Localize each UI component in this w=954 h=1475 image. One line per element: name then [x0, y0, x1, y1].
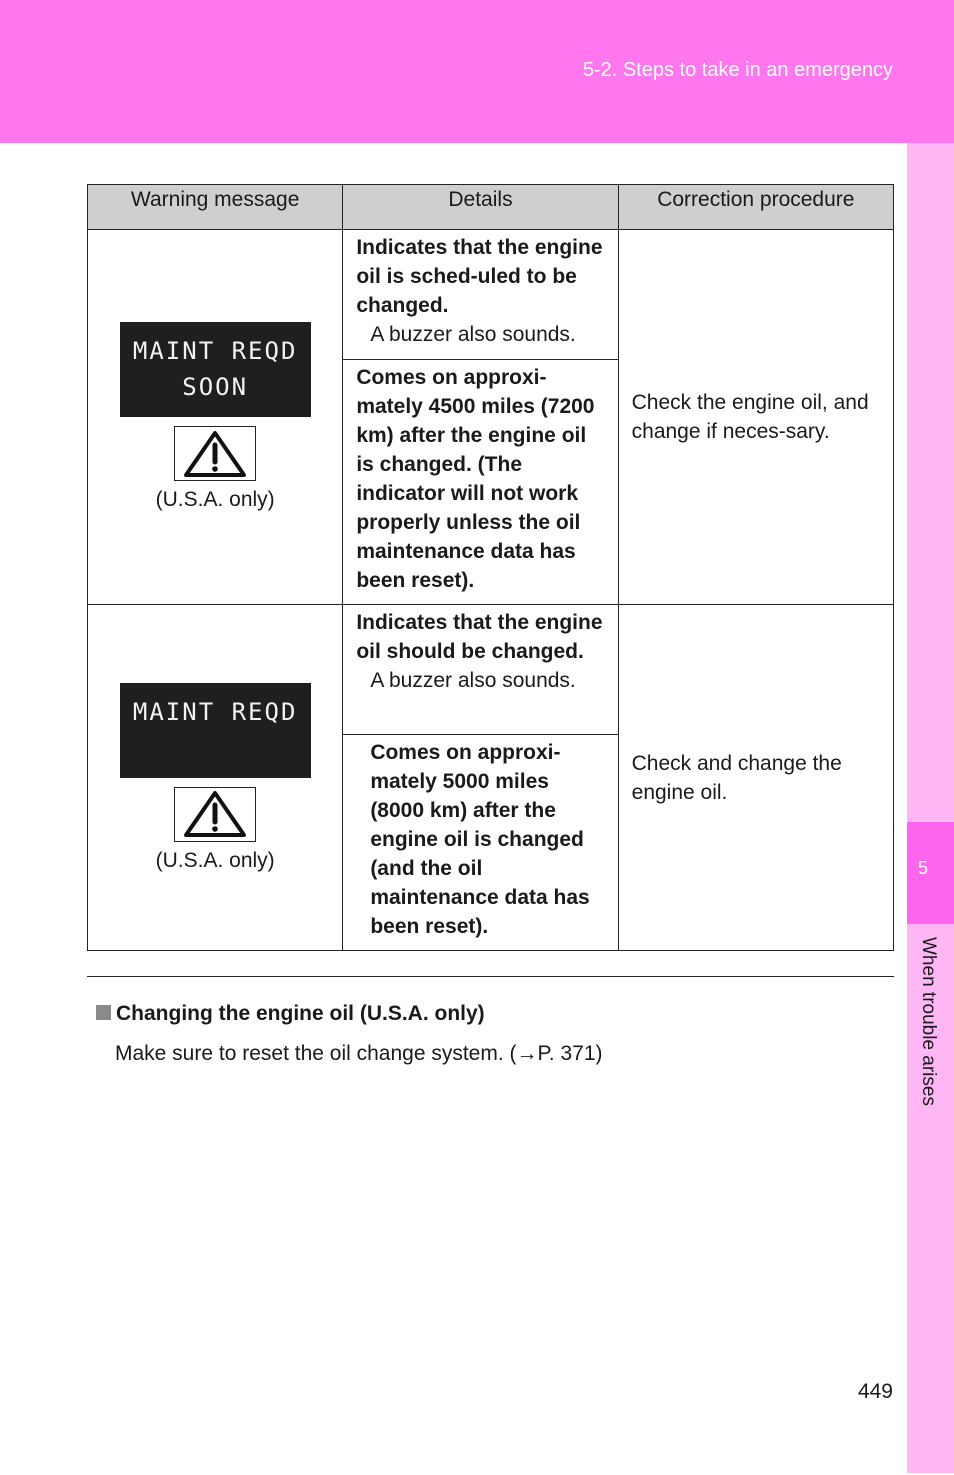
lcd-line: SOON	[182, 373, 249, 401]
details-plain-text: A buzzer also sounds.	[370, 669, 576, 692]
warning-message-cell	[88, 230, 343, 605]
details-cell	[343, 605, 618, 735]
note-heading	[96, 1002, 485, 1026]
details-bold-text: Indicates that the engine oil should be changed.	[356, 611, 603, 663]
table-row	[88, 230, 894, 360]
warning-indicator-box	[174, 787, 256, 842]
divider-line	[87, 976, 894, 977]
column-header-details: Details	[343, 185, 618, 230]
region-note: (U.S.A. only)	[155, 488, 275, 511]
page-number: 449	[857, 1380, 893, 1403]
details-bold-text: Indicates that the engine oil is sched-uled to be changed.	[356, 236, 603, 317]
details-cell	[343, 230, 618, 360]
note-heading-text: Changing the engine oil (U.S.A. only)	[116, 1002, 485, 1025]
lcd-line: MAINT REQD	[132, 337, 298, 365]
lcd-display	[120, 322, 311, 417]
details-cell	[343, 735, 618, 951]
section-title: 5-2. Steps to take in an emergency	[582, 59, 893, 81]
square-bullet-icon	[96, 1005, 111, 1020]
lcd-line: MAINT REQD	[132, 697, 298, 726]
warning-table	[87, 184, 894, 951]
correction-cell: Check and change the engine oil.	[618, 605, 893, 951]
column-header-correction: Correction procedure	[618, 185, 893, 230]
warning-triangle-icon	[182, 789, 248, 839]
side-tab	[907, 143, 954, 1473]
details-cell	[343, 360, 618, 605]
warning-triangle-icon	[182, 429, 248, 479]
column-header-warning: Warning message	[88, 185, 343, 230]
table-header-row	[88, 185, 894, 230]
warning-indicator-box	[174, 426, 256, 481]
lcd-display	[120, 683, 311, 778]
warning-message-cell	[88, 605, 343, 951]
table-row	[88, 605, 894, 735]
details-plain-text: A buzzer also sounds.	[370, 323, 576, 346]
chapter-number: 5	[917, 858, 928, 878]
chapter-title: When trouble arises	[918, 937, 939, 1106]
region-note: (U.S.A. only)	[155, 848, 275, 872]
note-body: Make sure to reset the oil change system. (→P. 371)	[115, 1042, 603, 1065]
details-bold-text: Comes on approxi-mately 5000 miles (8000 km) after the engine oil is changed (and the oil maintenance data has been reset).	[370, 741, 590, 938]
correction-cell: Check the engine oil, and change if neces-sary.	[618, 230, 893, 605]
details-bold-text: Comes on approxi-mately 4500 miles (7200 km) after the engine oil is changed. (The indicator will not work properly unless the oil maintenance data has been reset).	[356, 366, 595, 592]
